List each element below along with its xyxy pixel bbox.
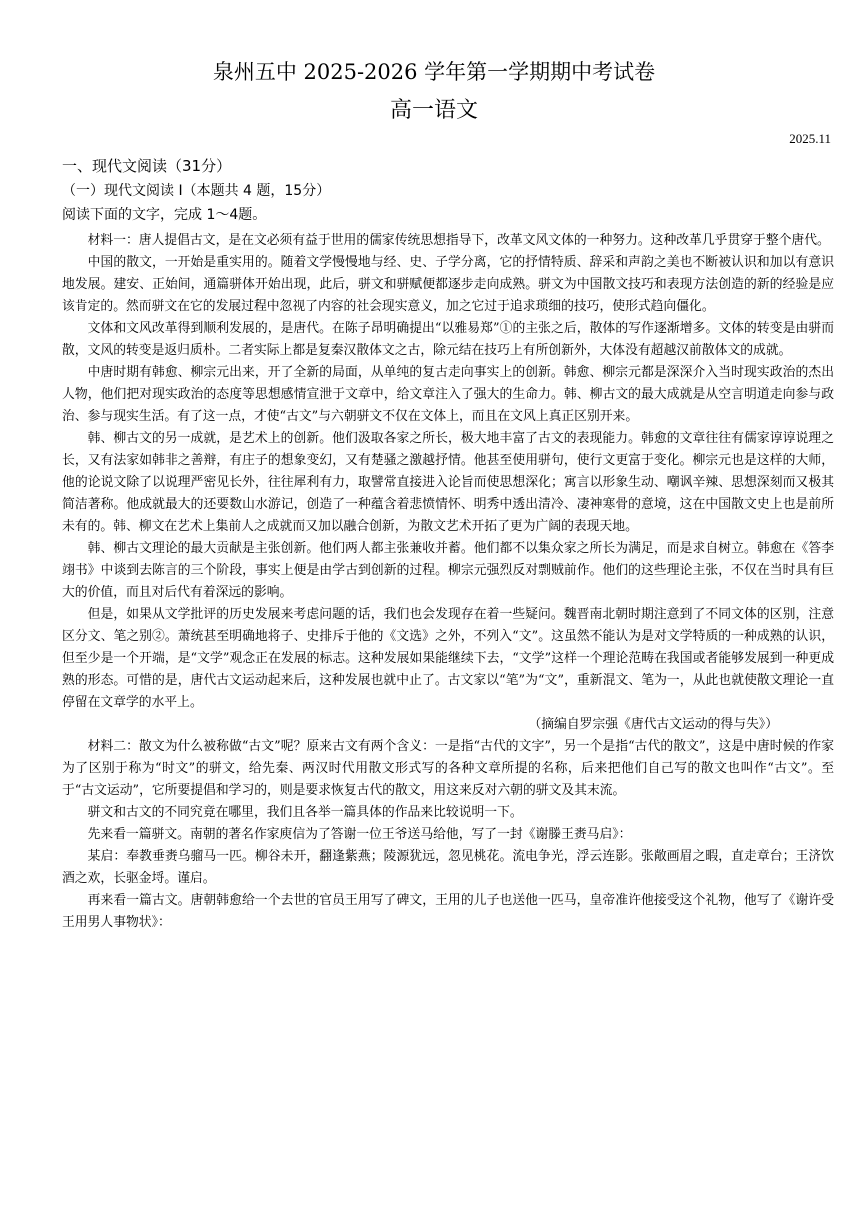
paragraph: 材料一：唐人提倡古文，是在文必须有益于世用的儒家传统思想指导下，改革文风文体的一种努力。这种改革几乎贯穿于整个唐代。 (87, 233, 830, 248)
paragraph: 文体和文风改革得到顺利发展的，是唐代。在陈子昂明确提出“以雅易郑”①的主张之后，散体的写作逐渐增多。文体的转变是由骈而散，文风的转变是返归质朴。二者实际上都是复秦汉散体文之古，除元结在技巧上有所创新外，大体没有超越汉前散体文的成就。 (62, 321, 834, 358)
paragraph: 韩、柳古文的另一成就，是艺术上的创新。他们汲取各家之所长，极大地丰富了古文的表现能力。韩愈的文章往往有儒家谆谆说理之长，又有法家如韩非之善辩，有庄子的想象变幻，又有楚骚之激越抒情。他甚至使用骈句，使行文更富于变化。柳宗元也是这样的大师，他的论说文除了以说理严密见长外，往往犀利有力，取譬常直接进入论旨而使思想深化；寓言以形象生动、嘲讽辛辣、思想深刻而又极其简洁著称。他成就最大的还要数山水游记，创造了一种蕴含着悲愤情怀、明秀中透出清冷、凄神寒骨的意境，这在中国散文史上也是前所未有的。韩、柳文在艺术上集前人之成就而又加以融合创新，为散文艺术开拓了更为广阔的表现天地。 (62, 431, 834, 534)
reading-passage (62, 230, 834, 934)
paragraph: 某启：奉教垂赉乌骝马一匹。柳谷未开，翻逢紫燕；陵源犹远，忽见桃花。流电争光，浮云连影。张敞画眉之暇，直走章台；王济饮酒之欢，长驱金埒。谨启。 (62, 849, 834, 886)
section-heading: 一、现代文阅读（31分） (62, 157, 232, 175)
reading-instruction: 阅读下面的文字，完成 1～4题。 (62, 207, 267, 223)
exam-title: 泉州五中 2025-2026 学年第一学期期中考试卷 (212, 60, 656, 84)
paragraph: 但是，如果从文学批评的历史发展来考虑问题的话，我们也会发现存在着一些疑问。魏晋南北朝时期注意到了不同文体的区别，注意区分文、笔之别②。萧统甚至明确地将子、史排斥于他的《文选》之外，不列入“文”。这虽然不能认为是对文学特质的一种成熟的认识，但至少是一个开端，是“文学”观念正在发展的标志。这种发展如果能继续下去，“文学”这样一个理论范畴在我国或者能够发展到一种更成熟的形态。可惜的是，唐代古文运动起来后，这种发展也就中止了。古文家以“笔”为“文”，重新混文、笔为一，从此也就使散文理论一直停留在文章学的水平上。 (62, 607, 834, 710)
paragraph: 材料二：散文为什么被称做“古文”呢？原来古文有两个含义：一是指“古代的文字”，另一个是指“古代的散文”，这是中唐时候的作家为了区别于称为“时文”的骈文，给先秦、两汉时代用散文形式写的各种文章所提的名称，后来把他们自己写的散文也叫作“古文”。至于“古文运动”，它所要提倡和学习的，则是要求恢复古代的散文，用这来反对六朝的骈文及其末流。 (62, 739, 834, 798)
subsection-heading: （一）现代文阅读 I（本题共 4 题，15分） (62, 183, 331, 199)
paragraph: 中国的散文，一开始是重实用的。随着文学慢慢地与经、史、子学分离，它的抒情特质、辞采和声韵之美也不断被认识和加以有意识地发展。建安、正始间，通篇骈体开始出现，此后，骈文和骈赋便都逐步走向成熟。骈文为中国散文技巧和表现方法创造的新的经验是应该肯定的。然而骈文在它的发展过程中忽视了内容的社会现实意义，加之它过于追求琐细的技巧，使形式趋向僵化。 (62, 255, 834, 314)
paragraph: 韩、柳古文理论的最大贡献是主张创新。他们两人都主张兼收并蓄。他们都不以集众家之所长为满足，而是求自树立。韩愈在《答李翊书》中谈到去陈言的三个阶段，事实上便是由学古到创新的过程。柳宗元强烈反对剽贼前作。他们的这些理论主张，不仅在当时具有巨大的价值，而且对后代有着深远的影响。 (62, 541, 834, 600)
paragraph: 再来看一篇古文。唐朝韩愈给一个去世的官员王用写了碑文，王用的儿子也送他一匹马，皇帝准许他接受这个礼物，他写了《谢许受王用男人事物状》： (62, 893, 834, 930)
paragraph: 先来看一篇骈文。南朝的著名作家庾信为了答谢一位王爷送马给他，写了一封《谢滕王赉马启》： (87, 827, 632, 842)
source-citation: （摘编自罗宗强《唐代古文运动的得与失》） (528, 717, 778, 732)
paragraph: 骈文和古文的不同究竟在哪里，我们且各举一篇具体的作品来比较说明一下。 (87, 805, 523, 820)
exam-date: 2025.11 (789, 131, 831, 146)
paragraph: 中唐时期有韩愈、柳宗元出来，开了全新的局面，从单纯的复古走向事实上的创新。韩愈、柳宗元都是深深介入当时现实政治的杰出人物，他们把对现实政治的态度等思想感情宣泄于文章中，给文章注入了强大的生命力。韩、柳古文的最大成就是从空言明道走向参与政治、参与现实生活。有了这一点，才使“古文”与六朝骈文不仅在文体上，而且在文风上真正区别开来。 (62, 365, 834, 424)
exam-subject: 高一语文 (389, 98, 478, 123)
